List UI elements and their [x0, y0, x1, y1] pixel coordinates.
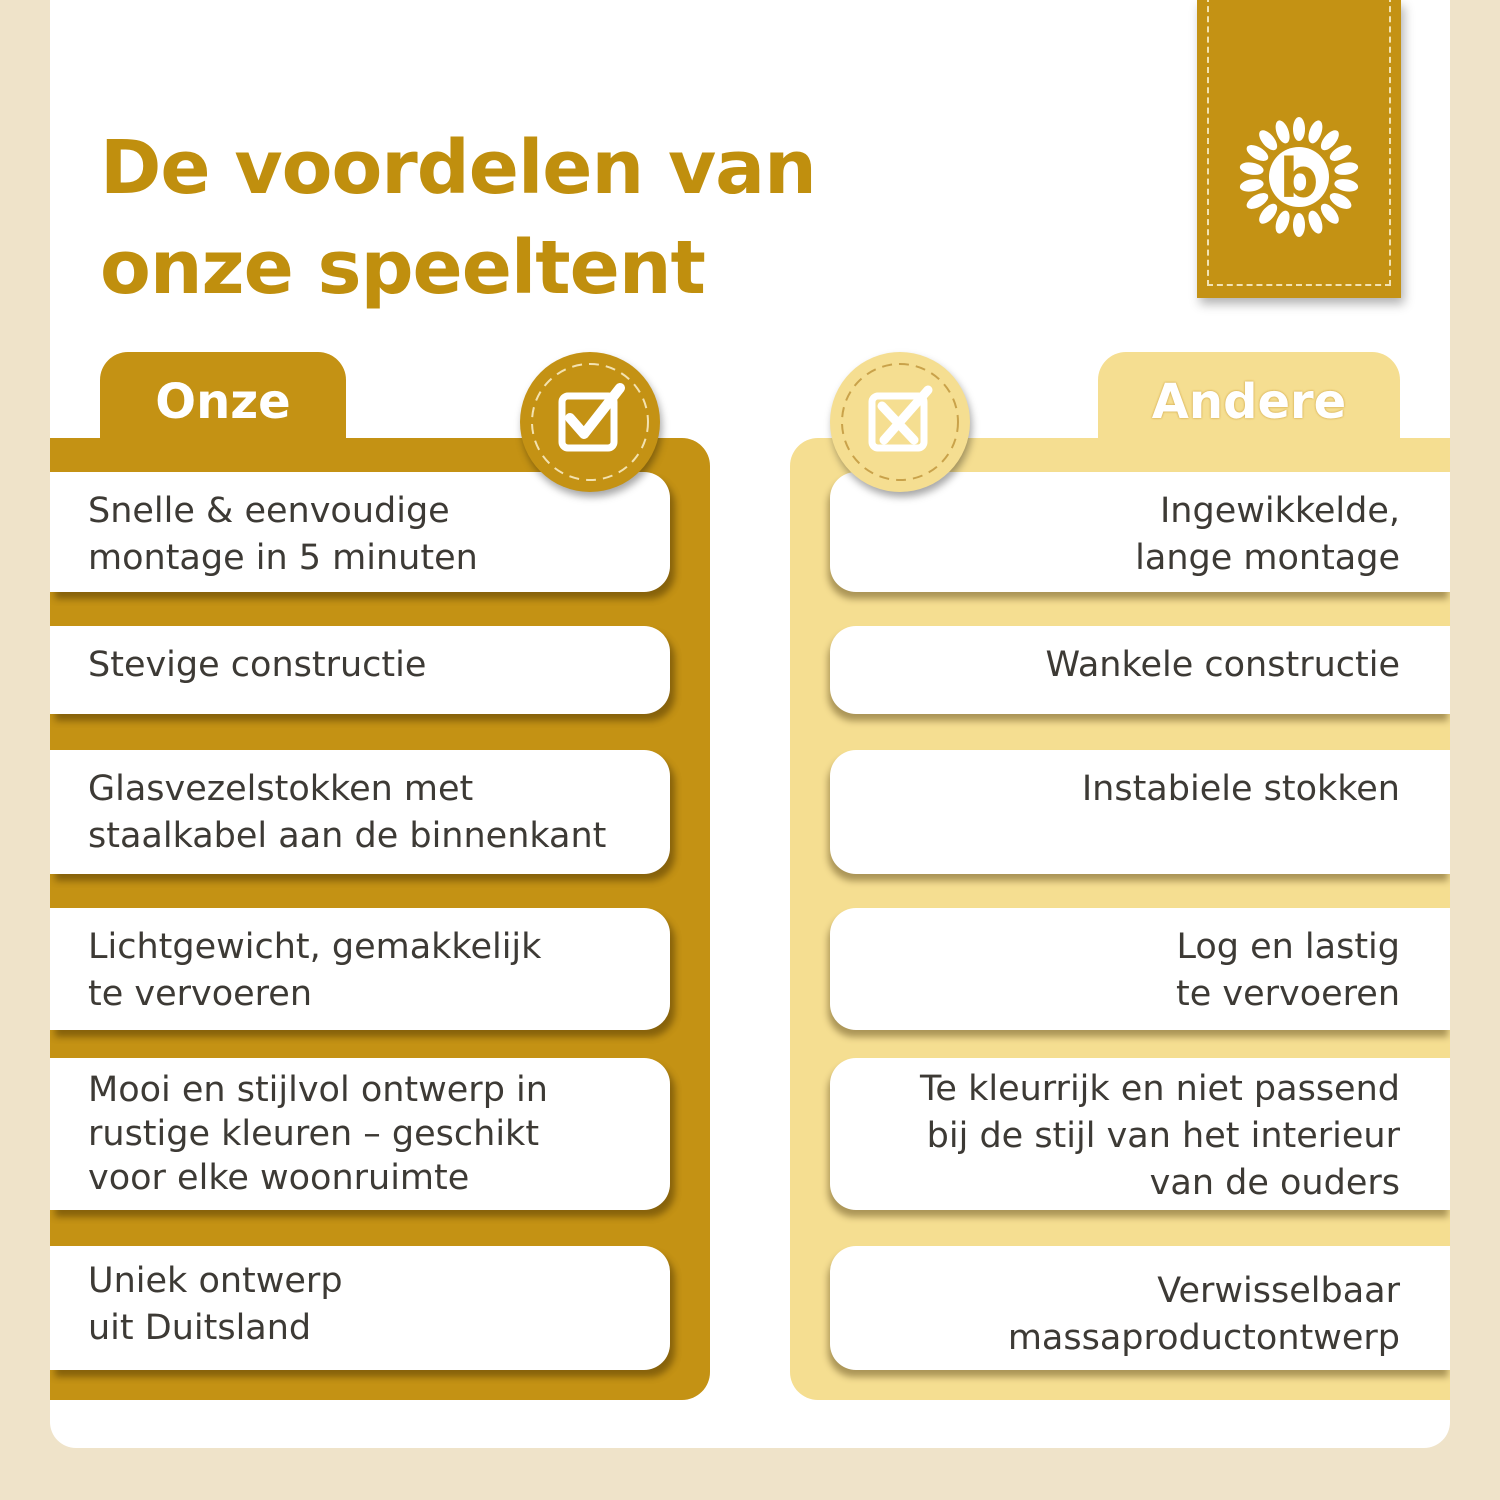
list-item: Log en lastig te vervoeren	[830, 908, 1450, 1030]
logo-petal	[1293, 213, 1305, 237]
logo-petal	[1239, 177, 1265, 193]
tab-onze-label: Onze	[155, 374, 291, 430]
cross-badge	[830, 352, 970, 492]
list-item: Ingewikkelde, lange montage	[830, 472, 1450, 592]
sunflower-b-logo-icon	[1227, 105, 1371, 249]
list-item: Glasvezelstokken met staalkabel aan de binnenkant	[50, 750, 670, 874]
title-line-2: onze speeltent	[100, 225, 705, 311]
list-item: Wankele constructie	[830, 626, 1450, 714]
title-line-1: De voordelen van	[100, 125, 816, 211]
list-item: Snelle & eenvoudige montage in 5 minuten	[50, 472, 670, 592]
tab-andere	[1098, 352, 1400, 452]
logo-petal	[1293, 117, 1305, 141]
logo-petal	[1333, 177, 1359, 193]
infographic-card	[50, 0, 1450, 1448]
page-title	[100, 118, 816, 318]
logo-petal	[1239, 161, 1265, 177]
list-item: Verwisselbaar massaproductontwerp	[830, 1246, 1450, 1370]
tab-andere-label: Andere	[1151, 374, 1347, 430]
checkbox-cross-icon	[830, 352, 970, 492]
list-item: Stevige constructie	[50, 626, 670, 714]
brand-tag	[1197, 0, 1401, 298]
list-item: Te kleurrijk en niet passend bij de stijl van het interieur van de ouders	[830, 1058, 1450, 1210]
list-item: Lichtgewicht, gemakkelijk te vervoeren	[50, 908, 670, 1030]
list-item: Mooi en stijlvol ontwerp in rustige kleuren – geschikt voor elke woonruimte	[50, 1058, 670, 1210]
logo-petal	[1333, 161, 1359, 177]
list-item: Instabiele stokken	[830, 750, 1450, 874]
check-badge	[520, 352, 660, 492]
list-item: Uniek ontwerp uit Duitsland	[50, 1246, 670, 1370]
svg-text:b: b	[1279, 147, 1319, 210]
checkbox-check-icon	[520, 352, 660, 492]
tab-onze	[100, 352, 346, 452]
